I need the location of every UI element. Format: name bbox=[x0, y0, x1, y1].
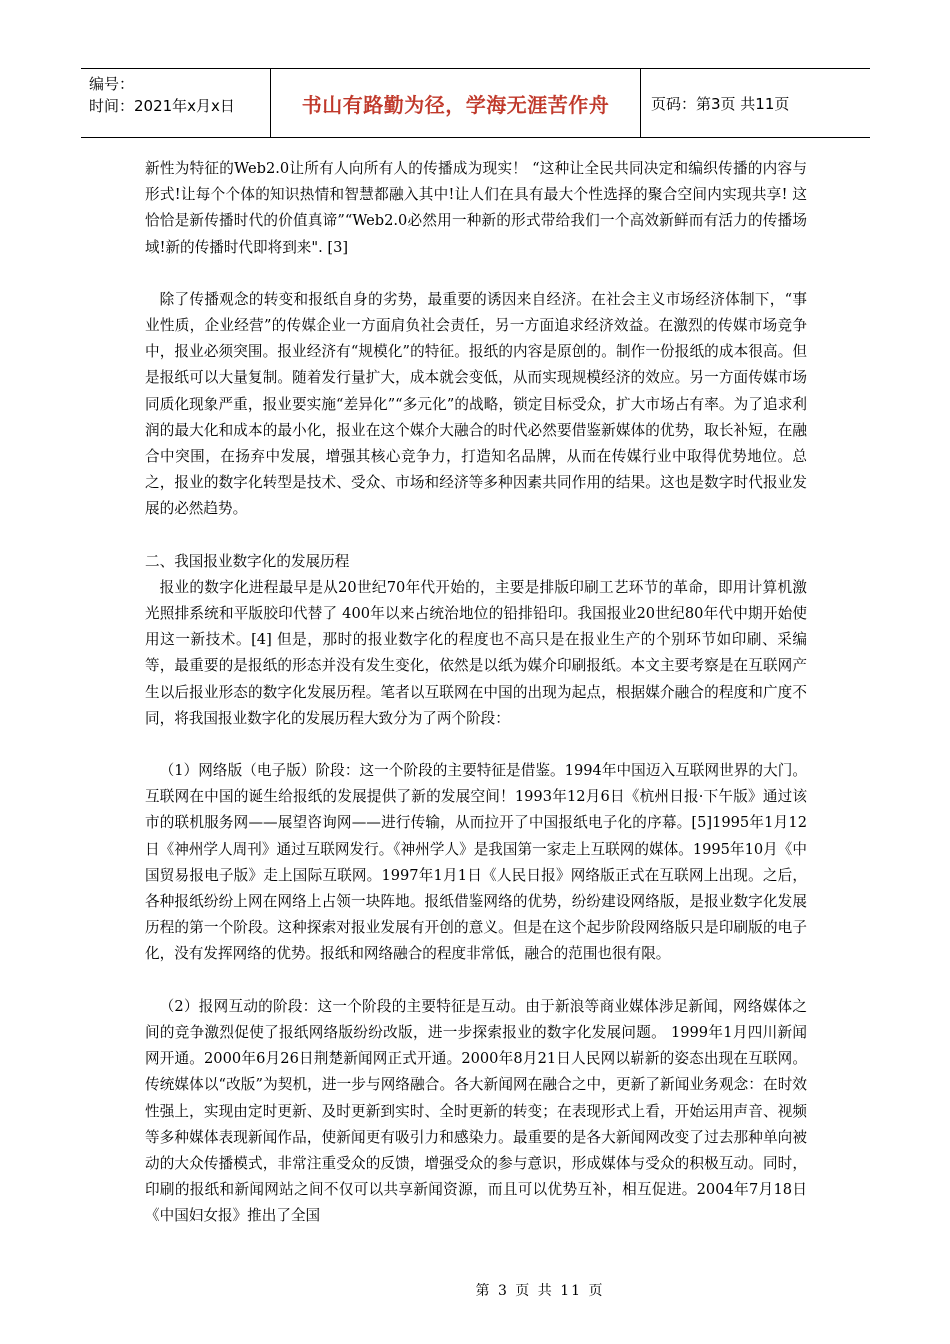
paragraph-continuation: 新性为特征的Web2.0让所有人向所有人的传播成为现实！ “这种让全民共同决定和编织传播的内容与形式!让每个个体的知识热情和智慧都融入其中!让人们在具有最大个性选择的聚合空间内实现共享! 这恰恰是新传播时代的价值真谛”“Web2.0必然用一种新的形式带给我们一个高效新鲜而有活力的传播场域!新的传播时代即将到来". [3] bbox=[145, 160, 807, 256]
paragraph-stage-two: （2）报网互动的阶段：这一个阶段的主要特征是互动。由于新浪等商业媒体涉足新闻，网络媒体之间的竞争激烈促使了报纸网络版纷纷改版，进一步探索报业的数字化发展问题。 1999年1月四川新闻网开通。2000年6月26日荆楚新闻网正式开通。2000年8月21日人民网以崭新的姿态出现在互联网。传统媒体以“改版”为契机，进一步与网络融合。各大新闻网在融合之中，更新了新闻业务观念：在时效性强上，实现由定时更新、及时更新到实时、全时更新的转变；在表现形式上看，开始运用声音、视频等多种媒体表现新闻作品，使新闻更有吸引力和感染力。最重要的是各大新闻网改变了过去那种单向被动的大众传播模式，非常注重受众的反馈，增强受众的参与意识，形成媒体与受众的积极互动。同时，印刷的报纸和新闻网站之间不仅可以共享新闻资源，而且可以优势互补，相互促进。2004年7月18日《中国妇女报》推出了全国 bbox=[145, 997, 807, 1225]
paragraph-history: 报业的数字化进程最早是从20世纪70年代开始的，主要是排版印刷工艺环节的革命，即用计算机激光照排系统和平版胶印代替了 400年以来占统治地位的铅排铅印。我国报业20世纪80年代中期开始使用这一新技术。[4] 但是，那时的报业数字化的程度也不高只是在报业生产的个别环节如印刷、采编等，最重要的是报纸的形态并没有发生变化，依然是以纸为媒介印刷报纸。本文主要考察是在互联网产生以后报业形态的数字化发展历程。笔者以互联网在中国的出现为起点，根据媒介融合的程度和广度不同，将我国报业数字化的发展历程大致分为了两个阶段： bbox=[145, 578, 807, 727]
paragraph-gap bbox=[145, 261, 807, 287]
header-page-number: 页码：第3页 共11页 bbox=[651, 94, 790, 113]
document-number: 编号： bbox=[89, 75, 135, 93]
paragraph-stage-one: （1）网络版（电子版）阶段：这一个阶段的主要特征是借鉴。1994年中国迈入互联网世界的大门。互联网在中国的诞生给报纸的发展提供了新的发展空间！1993年12月6日《杭州日报·下午版》通过该市的联机服务网——展望咨询网——进行传输，从而拉开了中国报纸电子化的序幕。[5]1995年1月12日《神州学人周刊》通过互联网发行。《神州学人》是我国第一家走上互联网的媒体。1995年10月《中国贸易报电子版》走上国际互联网。1997年1月1日《人民日报》网络版正式在互联网上出现。之后，各种报纸纷纷上网在网络上占领一块阵地。报纸借鉴网络的优势，纷纷建设网络版，是报业数字化发展历程的第一个阶段。这种探索对报业发展有开创的意义。但是在这个起步阶段网络版只是印刷版的电子化，没有发挥网络的优势。报纸和网络融合的程度非常低，融合的范围也很有限。 bbox=[145, 762, 807, 963]
header-page-cell bbox=[641, 69, 870, 137]
header-motto-cell bbox=[271, 69, 641, 137]
page-header bbox=[81, 68, 870, 138]
paragraph-economy: 除了传播观念的转变和报纸自身的劣势，最重要的诱因来自经济。在社会主义市场经济体制下，“事业性质，企业经营”的传媒企业一方面肩负社会责任，另一方面追求经济效益。在激烈的传媒市场竞争中，报业必须突围。报业经济有“规模化”的特征。报纸的内容是原创的。制作一份报纸的成本很高。但是报纸可以大量复制。随着发行量扩大，成本就会变低，从而实现规模经济的效应。另一方面传媒市场同质化现象严重，报业要实施“差异化”“多元化”的战略，锁定目标受众，扩大市场占有率。为了追求利润的最大化和成本的最小化，报业在这个媒介大融合的时代必然要借鉴新媒体的优势，取长补短，在融合中突围，在扬弃中发展，增强其核心竞争力，打造知名品牌，从而在传媒行业中取得优势地位。总之，报业的数字化转型是技术、受众、市场和经济等多种因素共同作用的结果。这也是数字时代报业发展的必然趋势。 bbox=[145, 290, 807, 518]
page-footer: 第 3 页 共 11 页 bbox=[475, 1283, 605, 1299]
header-meta bbox=[81, 69, 271, 137]
document-body bbox=[145, 156, 807, 1230]
paragraph-gap bbox=[145, 968, 807, 994]
paragraph-gap bbox=[145, 732, 807, 758]
header-motto: 书山有路勤为径，学海无涯苦作舟 bbox=[301, 92, 610, 117]
section-heading: 二、我国报业数字化的发展历程 bbox=[145, 552, 350, 570]
paragraph-gap bbox=[145, 523, 807, 549]
document-date: 时间：2021年x月x日 bbox=[89, 97, 235, 115]
